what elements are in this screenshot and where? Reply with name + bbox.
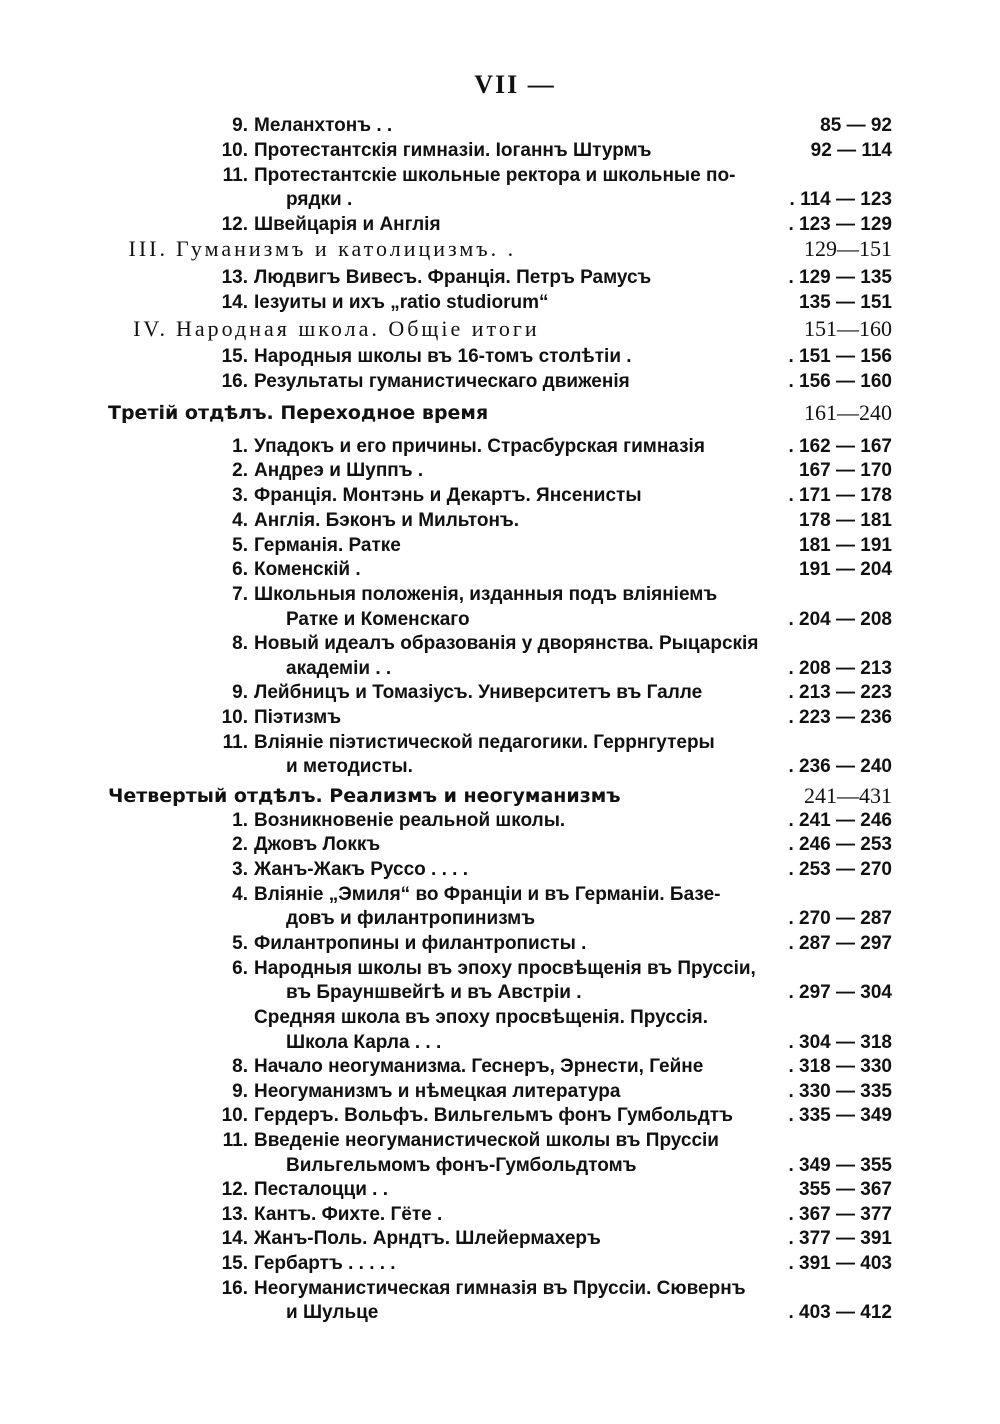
toc-entry-title: Песталоцци . .: [254, 1179, 388, 1200]
toc-entry: [0, 858, 892, 882]
toc-entry-pages: . 297 — 304: [788, 982, 892, 1003]
toc-entry-title: и методисты.: [286, 756, 413, 777]
toc-entry-title: академіи . .: [286, 658, 392, 679]
toc-entry-title: и Шульце: [286, 1302, 379, 1323]
toc-entry-number: 12.: [221, 1179, 248, 1200]
toc-entry-number: 4.: [232, 884, 248, 905]
toc-entry-number: 1.: [232, 436, 248, 457]
page-header: VII —: [474, 70, 556, 99]
toc-part-heading: [0, 317, 892, 341]
toc-entry: [0, 188, 892, 212]
toc-entry: [0, 1104, 892, 1128]
toc-entry-number: 13.: [221, 1204, 248, 1225]
toc-entry-title: Средняя школа въ эпоху просвѣщенія. Пруссія.: [254, 1007, 709, 1028]
toc-entry-pages: 129—151: [804, 236, 892, 261]
toc-entry-title: Джовъ Локкъ: [254, 834, 381, 855]
toc-entry-number: 11.: [222, 1130, 248, 1151]
toc-entry-number: 2.: [232, 460, 248, 481]
toc-entry-pages: . 241 — 246: [788, 810, 892, 831]
toc-entry-title: Лейбницъ и Томазіусъ. Университетъ въ Галле: [254, 682, 703, 703]
toc-entry: [0, 1080, 892, 1104]
toc-entry-title: Неогуманистическая гимназія въ Пруссіи. Сювернъ: [254, 1278, 746, 1299]
toc-entry: [0, 657, 892, 681]
toc-entry: [0, 583, 892, 607]
toc-entry-title: Народная школа. Общіе итоги: [176, 316, 540, 341]
toc-entry-number: 8.: [232, 633, 248, 654]
toc-entry-pages: . 208 — 213: [788, 658, 892, 679]
toc-entry-number: 9.: [232, 1081, 248, 1102]
toc-entry-number: 5.: [232, 535, 248, 556]
toc-entry: [0, 1154, 892, 1178]
toc-entry-pages: . 151 — 156: [788, 346, 892, 367]
toc-entry-title: Протестантскія гимназіи. Іоганнъ Штурмъ: [254, 140, 652, 161]
toc-entry-title: Англія. Бэконъ и Мильтонъ.: [254, 510, 520, 531]
toc-entry-pages: . 391 — 403: [788, 1253, 892, 1274]
toc-entry: [0, 1277, 892, 1301]
toc-entry-number: 9.: [232, 115, 248, 136]
toc-entry-pages: . 204 — 208: [788, 609, 892, 630]
toc-entry-title: Новый идеалъ образованія у дворянства. Рыцарскія: [254, 633, 759, 654]
toc-entry-pages: 178 — 181: [799, 510, 892, 531]
toc-entry-title: Четвертый отдѣлъ. Реализмъ и неогуманизмъ: [108, 785, 621, 807]
toc-entry-number: 1.: [232, 810, 248, 831]
toc-entry-title: Протестантскіе школьные ректора и школьные по-: [254, 165, 736, 186]
toc-entry: [0, 114, 892, 138]
toc-entry-title: Гербартъ . . . . .: [254, 1253, 396, 1274]
toc-entry: [0, 1055, 892, 1079]
toc-entry-number: 15.: [221, 346, 248, 367]
toc-entry-title: Андреэ и Шуппъ .: [254, 460, 424, 481]
toc-entry-number: 16.: [221, 371, 248, 392]
toc-entry-title: Вильгельмомъ фонъ-Гумбольдтомъ: [286, 1155, 637, 1176]
toc-entry-pages: . 223 — 236: [788, 707, 892, 728]
toc-entry-pages: . 287 — 297: [788, 933, 892, 954]
toc-entry-title: рядки .: [286, 189, 353, 210]
toc-entry-number: 10.: [221, 707, 248, 728]
toc-entry-title: Швейцарія и Англія: [254, 214, 441, 235]
toc-entry-number: 6.: [232, 958, 248, 979]
toc-entry-number: 3.: [232, 859, 248, 880]
toc-entry-number: 4.: [232, 510, 248, 531]
toc-entry-number: III.: [128, 236, 168, 261]
toc-entry-pages: . 367 — 377: [788, 1204, 892, 1225]
toc-entry: [0, 883, 892, 907]
toc-entry-title: Германія. Ратке: [254, 535, 401, 556]
toc-entry-pages: . 156 — 160: [788, 371, 892, 392]
toc-entry-number: 16.: [221, 1278, 248, 1299]
toc-entry: [0, 266, 892, 290]
toc-entry: [0, 957, 892, 981]
toc-part-heading: [0, 237, 892, 261]
toc-entry-title: Іезуиты и ихъ „ratio studiorum“: [254, 292, 549, 313]
toc-entry: [0, 1227, 892, 1251]
toc-entry: [0, 509, 892, 533]
toc-entry-title: Народныя школы въ 16-томъ столѣтіи .: [254, 346, 632, 367]
toc-entry-pages: . 236 — 240: [788, 756, 892, 777]
toc-entry-pages: 167 — 170: [799, 460, 892, 481]
toc-entry-title: Упадокъ и его причины. Страсбурская гимназія: [254, 436, 705, 457]
toc-entry-number: 15.: [221, 1253, 248, 1274]
toc-entry-pages: 161—240: [804, 400, 892, 425]
toc-entry-number: 6.: [232, 559, 248, 580]
toc-entry-pages: . 246 — 253: [788, 834, 892, 855]
toc-entry: [0, 907, 892, 931]
toc-entry-pages: . 253 — 270: [788, 859, 892, 880]
toc-entry-pages: . 114 — 123: [789, 189, 892, 210]
toc-entry-pages: 85 — 92: [820, 115, 892, 136]
toc-entry-number: 5.: [232, 933, 248, 954]
toc-entry: [0, 534, 892, 558]
toc-division-heading: [0, 401, 892, 425]
toc-entry-pages: . 403 — 412: [788, 1302, 892, 1323]
toc-entry-number: 14.: [221, 292, 248, 313]
toc-entry: [0, 291, 892, 315]
toc-entry-title: Жанъ-Поль. Арндтъ. Шлейермахеръ: [254, 1228, 601, 1249]
toc-entry: [0, 755, 892, 779]
toc-entry-pages: 151—160: [804, 316, 892, 341]
toc-entry-pages: . 304 — 318: [788, 1032, 892, 1053]
toc-entry-title: Піэтизмъ: [254, 707, 342, 728]
toc-entry: [0, 164, 892, 188]
toc-entry-title: довъ и филантропинизмъ: [286, 908, 536, 929]
toc-entry: [0, 632, 892, 656]
toc-entry-number: 3.: [232, 485, 248, 506]
toc-entry: [0, 139, 892, 163]
toc-entry-title: Третій отдѣлъ. Переходное время: [108, 402, 489, 424]
toc-entry: [0, 459, 892, 483]
toc-entry: [0, 1031, 892, 1055]
toc-entry: [0, 833, 892, 857]
toc-entry-title: Вліяніе „Эмиля“ во Франціи и въ Германіи. Базе-: [254, 884, 721, 905]
toc-entry-title: Людвигъ Вивесъ. Франція. Петръ Рамусъ: [254, 267, 652, 288]
toc-entry-number: 10.: [221, 140, 248, 161]
toc-entry: [0, 932, 892, 956]
toc-entry-pages: . 270 — 287: [788, 908, 892, 929]
toc-entry-number: 14.: [221, 1228, 248, 1249]
toc-entry-pages: 241—431: [804, 783, 892, 808]
toc-entry: [0, 681, 892, 705]
toc-entry: [0, 1203, 892, 1227]
toc-entry: [0, 435, 892, 459]
toc-entry-number: 2.: [232, 834, 248, 855]
toc-entry-pages: . 349 — 355: [788, 1155, 892, 1176]
toc-entry-pages: 191 — 204: [799, 559, 892, 580]
toc-entry: [0, 706, 892, 730]
toc-entry-title: Меланхтонъ . .: [254, 115, 393, 136]
toc-entry: [0, 1006, 892, 1030]
toc-entry-number: 7.: [232, 584, 248, 605]
toc-entry-pages: . 335 — 349: [788, 1105, 892, 1126]
toc-division-heading: [0, 784, 892, 808]
toc-entry: [0, 1301, 892, 1325]
toc-entry-number: 13.: [221, 267, 248, 288]
toc-entry-title: Школа Карла . . .: [286, 1032, 442, 1053]
toc-entry-pages: 355 — 367: [799, 1179, 892, 1200]
toc-entry-number: 12.: [221, 214, 248, 235]
toc-entry-title: Гуманизмъ и католицизмъ. .: [176, 236, 517, 261]
toc-entry-title: Введеніе неогуманистической школы въ Пруссіи: [254, 1130, 719, 1151]
toc-entry-number: 10.: [221, 1105, 248, 1126]
toc-entry: [0, 1129, 892, 1153]
toc-entry-number: 11.: [222, 732, 248, 753]
toc-entry: [0, 1252, 892, 1276]
toc-entry: [0, 1178, 892, 1202]
toc-entry-pages: 92 — 114: [810, 140, 892, 161]
toc-entry-title: Возникновеніе реальной школы.: [254, 810, 566, 831]
toc-entry-number: IV.: [133, 316, 168, 341]
toc-entry: [0, 981, 892, 1005]
toc-entry-pages: . 162 — 167: [788, 436, 892, 457]
toc-entry-title: Вліяніе піэтистической педагогики. Геррнгутеры: [254, 732, 715, 753]
toc-entry-number: 8.: [232, 1056, 248, 1077]
toc-entry-pages: . 213 — 223: [788, 682, 892, 703]
toc-entry-title: въ Брауншвейгѣ и въ Австріи .: [286, 982, 582, 1003]
toc-entry-title: Франція. Монтэнь и Декартъ. Янсенисты: [254, 485, 642, 506]
toc-entry-pages: . 123 — 129: [788, 214, 892, 235]
toc-entry-pages: 135 — 151: [799, 292, 892, 313]
toc-entry-pages: . 318 — 330: [788, 1056, 892, 1077]
toc-entry-title: Кантъ. Фихте. Гёте .: [254, 1204, 443, 1225]
toc-entry: [0, 213, 892, 237]
toc-entry-title: Начало неогуманизма. Геснеръ, Эрнести, Гейне: [254, 1056, 704, 1077]
toc-entry-pages: . 377 — 391: [788, 1228, 892, 1249]
toc-entry-title: Народныя школы въ эпоху просвѣщенія въ Пруссіи,: [254, 958, 756, 979]
toc-entry-number: 11.: [222, 165, 248, 186]
toc-entry-title: Коменскій .: [254, 559, 361, 580]
toc-entry-title: Результаты гуманистическаго движенія: [254, 371, 630, 392]
toc-entry: [0, 809, 892, 833]
toc-entry-pages: . 129 — 135: [788, 267, 892, 288]
toc-entry-title: Гердеръ. Вольфъ. Вильгельмъ фонъ Гумбольдтъ: [254, 1105, 733, 1126]
toc-entry-title: Жанъ-Жакъ Руссо . . . .: [254, 859, 468, 880]
toc-entry: [0, 731, 892, 755]
toc-entry-number: 9.: [232, 682, 248, 703]
toc-entry-pages: . 171 — 178: [788, 485, 892, 506]
toc-entry-title: Ратке и Коменскаго: [286, 609, 470, 630]
toc-entry: [0, 558, 892, 582]
toc-entry-pages: . 330 — 335: [788, 1081, 892, 1102]
toc-entry-title: Неогуманизмъ и нѣмецкая литература: [254, 1081, 621, 1102]
toc-entry: [0, 608, 892, 632]
toc-entry: [0, 345, 892, 369]
toc-entry: [0, 484, 892, 508]
toc-entry-title: Школьныя положенія, изданныя подъ вліяніемъ: [254, 584, 718, 605]
toc-entry-pages: 181 — 191: [799, 535, 892, 556]
toc-entry: [0, 370, 892, 394]
toc-entry-title: Филантропины и филантрописты .: [254, 933, 587, 954]
